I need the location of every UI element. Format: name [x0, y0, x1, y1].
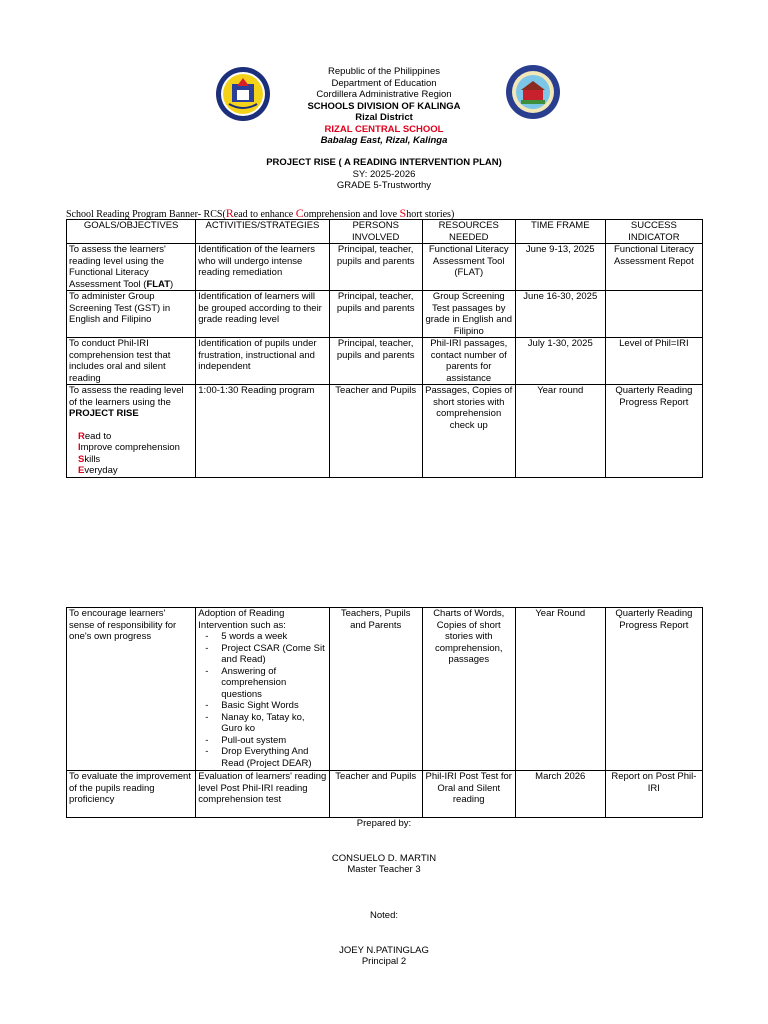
letterhead — [0, 66, 768, 147]
school-name: RIZAL CENTRAL SCHOOL — [324, 123, 444, 135]
intervention-plan-table — [66, 219, 703, 478]
activity-cell: 1:00-1:30 Reading program — [196, 385, 329, 478]
persons-cell: Teachers, Pupils and Parents — [329, 608, 422, 771]
goal-cell: To assess the learners' reading level using the Functional Literacy Assessment Tool (FLAT) — [67, 244, 196, 291]
resources-cell: Passages, Copies of short stories with comprehension check up — [422, 385, 515, 478]
region-line: Cordillera Administrative Region — [316, 89, 452, 100]
column-header: GOALS/OBJECTIVES — [67, 220, 196, 244]
persons-cell: Principal, teacher, pupils and parents — [329, 244, 422, 291]
noter-title: Principal 2 — [361, 956, 407, 967]
table-row — [67, 608, 703, 771]
approver-block — [0, 945, 768, 967]
table-row — [67, 771, 703, 818]
activity-cell: Adoption of Reading Intervention such as: - 5 words a week - Project CSAR (Come Sit and Read) - Answering of comprehension questions - Basic Sight Words - Nanay ko, Tatay ko, Guro ko - Pull-out system - Drop Everything And Read (Project DEAR) — [196, 608, 329, 771]
list-item: - Nanay ko, Tatay ko, Guro ko — [205, 712, 326, 735]
grade-section: GRADE 5-Trustworthy — [336, 180, 432, 191]
time-cell: Year round — [515, 385, 605, 478]
column-header: ACTIVITIES/STRATEGIES — [196, 220, 329, 244]
table-row — [67, 385, 703, 478]
table-header-row — [67, 220, 703, 244]
list-item: - Project CSAR (Come Sit and Read) — [205, 643, 326, 666]
persons-cell: Teacher and Pupils — [329, 771, 422, 818]
school-address: Babalag East, Rizal, Kalinga — [320, 135, 448, 146]
indicator-cell — [605, 291, 702, 338]
resources-cell: Phil-IRI passages, contact number of parents for assistance — [422, 338, 515, 385]
list-item: - Pull-out system — [205, 735, 326, 747]
indicator-cell: Quarterly Reading Progress Report — [605, 385, 702, 478]
activity-list — [198, 631, 326, 769]
list-item: - Basic Sight Words — [205, 700, 326, 712]
school-year: SY: 2025-2026 — [352, 168, 416, 180]
resources-cell: Charts of Words, Copies of short stories with comprehension, passages — [422, 608, 515, 771]
list-item: - Drop Everything And Read (Project DEAR) — [205, 746, 326, 769]
department-line: Department of Education — [331, 77, 437, 89]
list-item: - Answering of comprehension questions — [205, 666, 326, 701]
time-cell: June 16-30, 2025 — [515, 291, 605, 338]
persons-cell: Teacher and Pupils — [329, 385, 422, 478]
activity-cell: Identification of pupils under frustration, instructional and independent — [196, 338, 329, 385]
reading-program-banner: School Reading Program Banner- RCS(Read to enhance Comprehension and love Short stories) — [66, 206, 455, 220]
intervention-plan-table-continued — [66, 607, 703, 818]
signatory-block — [0, 853, 768, 875]
document-title: PROJECT RISE ( A READING INTERVENTION PLAN) — [266, 157, 502, 168]
column-header: PERSONS INVOLVED — [329, 220, 422, 244]
activity-cell: Identification of the learners who will undergo intense reading remediation — [196, 244, 329, 291]
column-header: RESOURCES NEEDED — [422, 220, 515, 244]
document-title-block — [0, 157, 768, 192]
table-row — [67, 244, 703, 291]
goal-cell: To encourage learners' sense of responsibility for one's own progress — [67, 608, 196, 771]
resources-cell: Phil-IRI Post Test for Oral and Silent reading — [422, 771, 515, 818]
preparer-title: Master Teacher 3 — [347, 864, 421, 875]
noted-label: Noted: — [370, 910, 398, 921]
persons-cell: Principal, teacher, pupils and parents — [329, 338, 422, 385]
indicator-cell: Functional Literacy Assessment Repot — [605, 244, 702, 291]
indicator-cell: Report on Post Phil-IRI — [605, 771, 702, 818]
resources-cell: Group Screening Test passages by grade in English and Filipino — [422, 291, 515, 338]
time-cell: June 9-13, 2025 — [515, 244, 605, 291]
time-cell: Year Round — [515, 608, 605, 771]
table-row — [67, 291, 703, 338]
activity-cell: Identification of learners will be grouped according to their grade reading level — [196, 291, 329, 338]
prepared-by-label: Prepared by: — [356, 818, 412, 829]
indicator-cell: Level of Phil=IRI — [605, 338, 702, 385]
time-cell: March 2026 — [515, 771, 605, 818]
goal-cell: To administer Group Screening Test (GST) in English and Filipino — [67, 291, 196, 338]
goal-cell: To assess the reading level of the learners using the PROJECT RISE Read to Improve comprehension Skills Everyday — [67, 385, 196, 478]
goal-cell: To conduct Phil-IRI comprehension test that includes oral and silent reading — [67, 338, 196, 385]
district-line: Rizal District — [355, 112, 413, 123]
rise-acronym: Read to Improve comprehension Skills Everyday — [78, 430, 180, 476]
list-item: - 5 words a week — [205, 631, 326, 643]
resources-cell: Functional Literacy Assessment Tool (FLAT) — [422, 244, 515, 291]
noter-name: JOEY N.PATINGLAG — [339, 945, 429, 956]
column-header: TIME FRAME — [515, 220, 605, 244]
indicator-cell: Quarterly Reading Progress Report — [605, 608, 702, 771]
persons-cell: Principal, teacher, pupils and parents — [329, 291, 422, 338]
division-line: SCHOOLS DIVISION OF KALINGA — [307, 100, 461, 112]
time-cell: July 1-30, 2025 — [515, 338, 605, 385]
column-header: SUCCESS INDICATOR — [605, 220, 702, 244]
table-row — [67, 338, 703, 385]
preparer-name: CONSUELO D. MARTIN — [331, 853, 437, 864]
activity-cell: Evaluation of learners' reading level Post Phil-IRI reading comprehension test — [196, 771, 329, 818]
goal-cell: To evaluate the improvement of the pupils reading proficiency — [67, 771, 196, 818]
republic-line: Republic of the Philippines — [328, 66, 440, 77]
